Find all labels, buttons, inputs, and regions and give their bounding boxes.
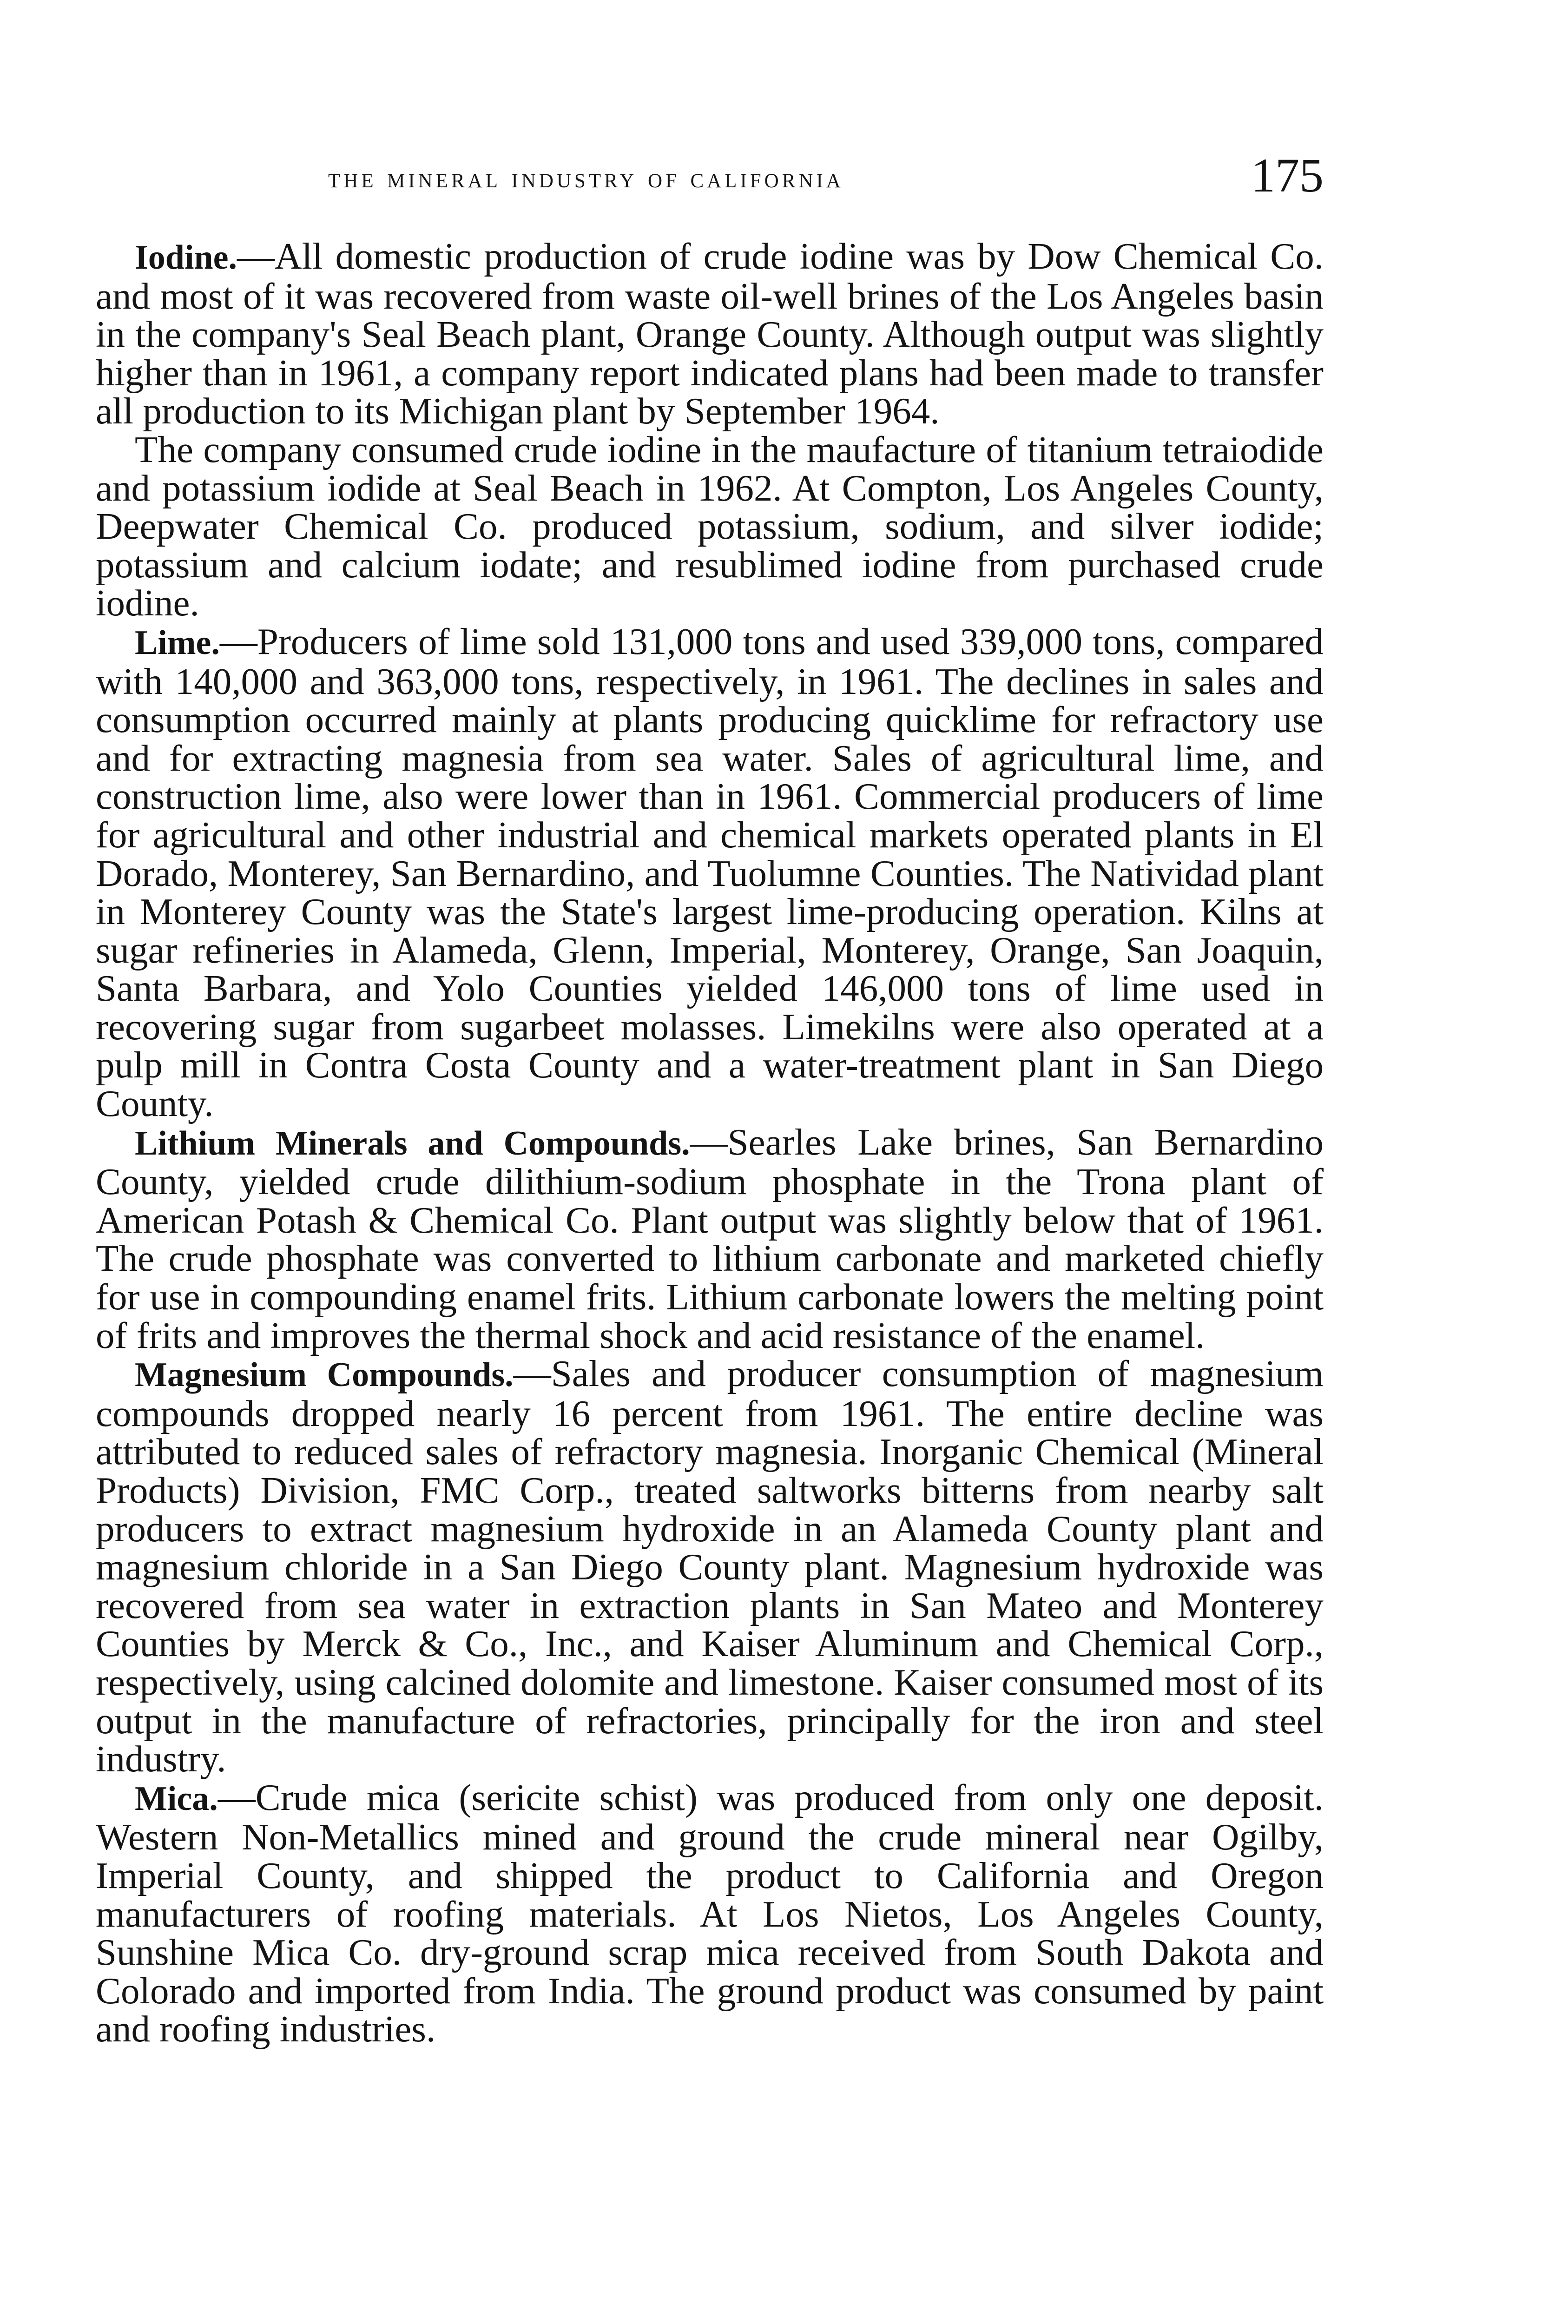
document-page	[96, 139, 1324, 2048]
paragraph-text: —Sales and producer consumption of magnesium compounds dropped nearly 16 percent from 1961. The entire decline was attributed to reduced sales of refractory magnesia. Inorganic Chemical (Mineral Products) Division, FMC Corp., treated saltworks bitterns from nearby salt producers to extract magnesium hydroxide in an Alameda County plant and magnesium chloride in a San Diego County plant. Magnesium hydroxide was recovered from sea water in extraction plants in San Mateo and Monterey Counties by Merck & Co., Inc., and Kaiser Aluminum and Chemical Corp., respectively, using calcined dolomite and limestone. Kaiser consumed most of its output in the manufacture of refractories, principally for the iron and steel industry.	[96, 1353, 1324, 1780]
section-heading-iodine: Iodine.	[135, 238, 237, 277]
section-heading-magnesium: Magnesium Compounds.	[135, 1356, 514, 1394]
paragraph-lime	[96, 622, 1324, 1123]
paragraph-lithium	[96, 1123, 1324, 1355]
paragraph-text: The company consumed crude iodine in the maufacture of titanium tetraiodide and potassium iodide at Seal Beach in 1962. At Compton, Los Angeles County, Deepwater Chemical Co. produced potassium, sodium, and silver iodide; potassium and calcium iodate; and resublimed iodine from purchased crude iodine.	[96, 428, 1324, 624]
section-heading-mica: Mica.	[135, 1779, 218, 1818]
running-header	[96, 139, 1324, 209]
paragraph-mica	[96, 1778, 1324, 2048]
paragraph-magnesium	[96, 1354, 1324, 1778]
paragraph-text: —Searles Lake brines, San Bernardino County, yielded crude dilithium-sodium phosphate in the Trona plant of American Potash & Chemical Co. Plant output was slightly below that of 1961. The crude phosphate was converted to lithium carbonate and marketed chiefly for use in compounding enamel frits. Lithium carbonate lowers the melting point of frits and improves the thermal shock and acid resistance of the enamel.	[96, 1121, 1324, 1356]
paragraph-text: —All domestic production of crude iodine was by Dow Chemical Co. and most of it was recovered from waste oil-well brines of the Los Angeles basin in the company's Seal Beach plant, Orange County. Although output was slightly higher than in 1961, a company report indicated plans had been made to transfer all production to its Michigan plant by September 1964.	[96, 235, 1324, 432]
running-title: the mineral industry of california	[328, 162, 844, 194]
paragraph-iodine-consumption	[96, 430, 1324, 622]
page-number: 175	[1251, 149, 1324, 202]
section-heading-lime: Lime.	[135, 623, 220, 662]
section-heading-lithium: Lithium Minerals and Compounds.	[135, 1124, 690, 1162]
body-text	[96, 237, 1324, 2048]
paragraph-text: —Producers of lime sold 131,000 tons and used 339,000 tons, compared with 140,000 and 363,000 tons, respectively, in 1961. The declines in sales and consumption occurred mainly at plants producing quicklime for refractory use and for extracting magnesia from sea water. Sales of agricultural lime, and construction lime, also were lower than in 1961. Commercial producers of lime for agricultural and other industrial and chemical markets operated plants in El Dorado, Monterey, San Bernardino, and Tuolumne Counties. The Natividad plant in Monterey County was the State's largest lime-producing operation. Kilns at sugar refineries in Alameda, Glenn, Imperial, Monterey, Orange, San Joaquin, Santa Barbara, and Yolo Counties yielded 146,000 tons of lime used in recovering sugar from sugarbeet molasses. Limekilns were also operated at a pulp mill in Contra Costa County and a water-treatment plant in San Diego County.	[96, 620, 1324, 1125]
paragraph-text: —Crude mica (sericite schist) was produced from only one deposit. Western Non-Metallics mined and ground the crude mineral near Ogilby, Imperial County, and shipped the product to California and Oregon manufacturers of roofing materials. At Los Nietos, Los Angeles County, Sunshine Mica Co. dry-ground scrap mica received from South Dakota and Colorado and imported from India. The ground product was consumed by paint and roofing industries.	[96, 1776, 1324, 2050]
paragraph-iodine	[96, 237, 1324, 430]
